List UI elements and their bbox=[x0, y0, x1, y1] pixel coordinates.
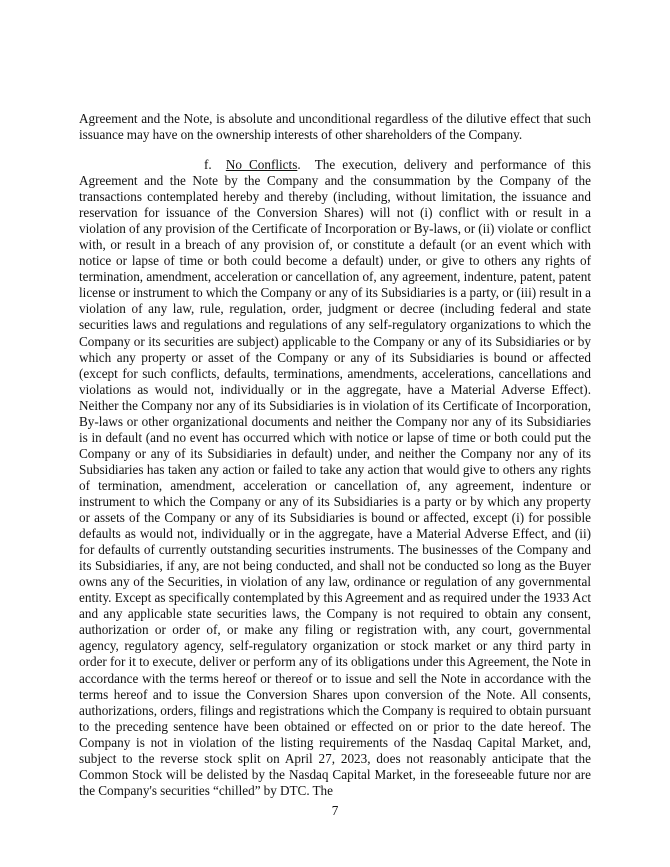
section-heading bbox=[226, 157, 301, 172]
section-body: The execution, delivery and performance of this Agreement and the Note by the Company and the consummation by the Company of the transactions contemplated hereby and thereby (including, without limitation, the issuance and reservation for issuance of the Conversion Shares) will not (i) conflict with or result in a violation of any provision of the Certificate of Incorporation or By-laws, or (ii) violate or conflict with, or result in a breach of any provision of, or constitute a default (or an event which with notice or lapse of time or both could become a default) under, or give to others any rights of termination, amendment, acceleration or cancellation of, any agreement, indenture, patent, patent license or instrument to which the Company or any of its Subsidiaries is a party, or (iii) result in a violation of any law, rule, regulation, order, judgment or decree (including federal and state securities laws and regulations and regulations of any self-regulatory organizations to which the Company or its securities are subject) applicable to the Company or any of its Subsidiaries or by which any property or asset of the Company or any of its Subsidiaries is bound or affected (except for such conflicts, defaults, terminations, amendments, accelerations, cancellations and violations as would not, individually or in the aggregate, have a Material Adverse Effect). Neither the Company nor any of its Subsidiaries is in violation of its Certificate of Incorporation, By-laws or other organizational documents and neither the Company nor any of its Subsidiaries is in default (and no event has occurred which with notice or lapse of time or both could put the Company or any of its Subsidiaries in default) under, and neither the Company nor any of its Subsidiaries has taken any action or failed to take any action that would give to others any rights of termination, amendment, acceleration or cancellation of, any agreement, indenture or instrument to which the Company or any of its Subsidiaries is a party or by which any property or assets of the Company or any of its Subsidiaries is bound or affected, except (i) for possible defaults as would not, individually or in the aggregate, have a Material Adverse Effect, and (ii) for defaults of currently outstanding securities instruments. The businesses of the Company and its Subsidiaries, if any, are not being conducted, and shall not be conducted so long as the Buyer owns any of the Securities, in violation of any law, ordinance or regulation of any governmental entity. Except as specifically contemplated by this Agreement and as required under the 1933 Act and any applicable state securities laws, the Company is not required to obtain any consent, authorization or order of, or make any filing or registration with, any court, governmental agency, regulatory agency, self-regulatory organization or stock market or any third party in order for it to execute, deliver or perform any of its obligations under this Agreement, the Note in accordance with the terms hereof or thereof or to issue and sell the Note in accordance with the terms hereof and to issue the Conversion Shares upon conversion of the Note. All consents, authorizations, orders, filings and registrations which the Company is required to obtain pursuant to the preceding sentence have been obtained or effected on or prior to the date hereof. The Company is not in violation of the listing requirements of the Nasdaq Capital Market, and, subject to the reverse stock split on April 27, 2023, does not reasonably anticipate that the Common Stock will be delisted by the Nasdaq Capital Market, in the foreseeable future nor are the Company's securities “chilled” by DTC. The bbox=[79, 157, 592, 798]
section-heading-text: No Conflicts bbox=[225, 157, 298, 172]
paragraph-no-conflicts bbox=[79, 157, 591, 799]
section-heading-punct: . bbox=[297, 157, 301, 172]
paragraph-dilution: Agreement and the Note, is absolute and unconditional regardless of the dilutive effect that such issuance may have on the ownership interests of other shareholders of the Company. bbox=[79, 111, 591, 143]
section-label: f. bbox=[204, 157, 212, 172]
page-number: 7 bbox=[331, 803, 339, 818]
